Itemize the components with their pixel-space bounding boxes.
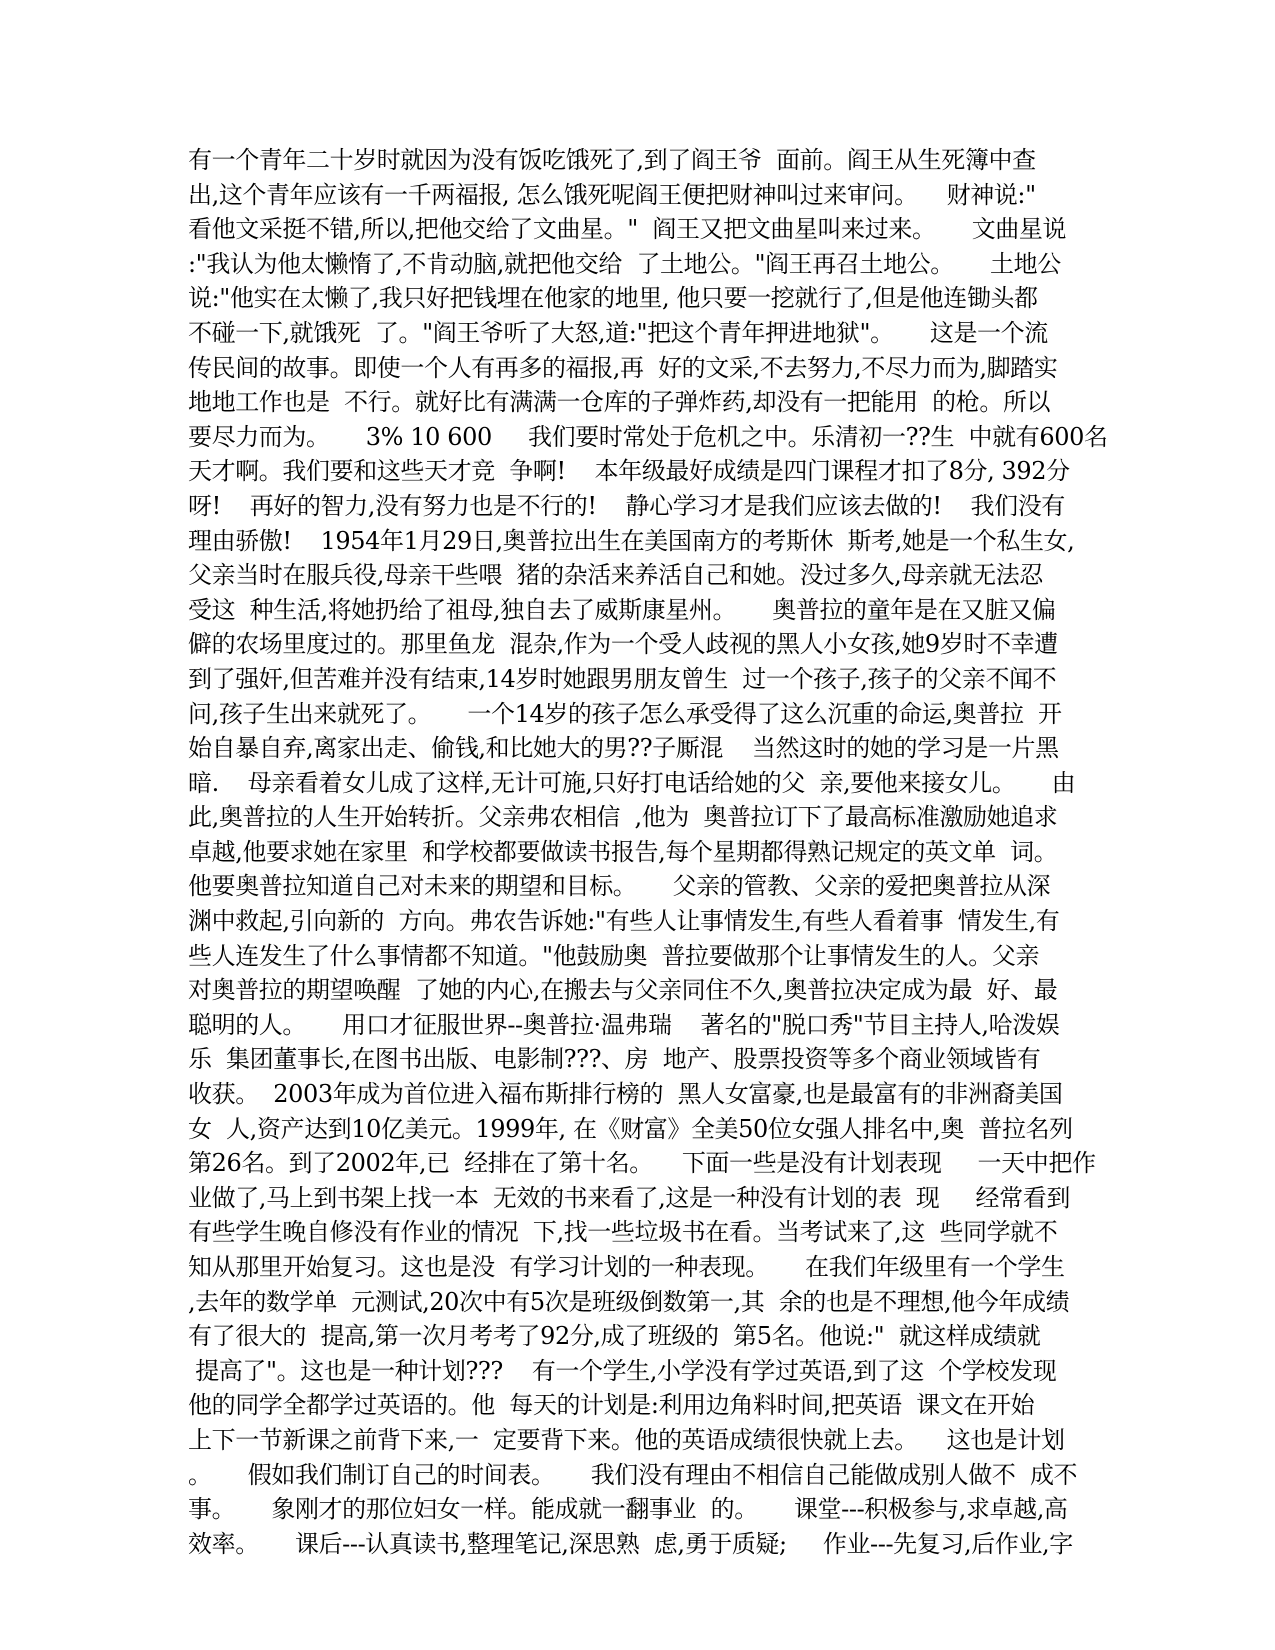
text-line: 出,这个青年应该有一千两福报, 怎么饿死呢阎王便把财神叫过来审问。 财神说:" [188,180,1036,209]
text-line: 有些学生晚自修没有作业的情况 下,找一些垃圾书在看。当考试来了,这 些同学就不 [188,1218,1058,1247]
text-line: ,去年的数学单 元测试,20次中有5次是班级倒数第一,其 余的也是不理想,他今年成绩 [188,1287,1070,1316]
text-line: 传民间的故事。即使一个人有再多的福报,再 好的文采,不去努力,不尽力而为,脚踏实 [188,353,1058,382]
text-line: 他要奥普拉知道自己对未来的期望和目标。 父亲的管教、父亲的爱把奥普拉从深 [188,872,1051,901]
text-line: 些人连发生了什么事情都不知道。"他鼓励奥 普拉要做那个让事情发生的人。父亲 [188,941,1040,970]
text-line: 效率。 课后---认真读书,整理笔记,深思熟 虑,勇于质疑; 作业---先复习,后作业,字 [188,1529,1073,1558]
text-line: 渊中救起,引向新的 方向。弗农告诉她:"有些人让事情发生,有些人看着事 情发生,有 [188,907,1060,936]
text-line: 理由骄傲! 1954年1月29日,奥普拉出生在美国南方的考斯休 斯考,她是一个私生女, [188,526,1075,555]
text-line: 受这 种生活,将她扔给了祖母,独自去了威斯康星州。 奥普拉的童年是在又脏又偏 [188,595,1056,624]
text-line: 女 人,资产达到10亿美元。1999年, 在《财富》全美50位女强人排名中,奥 普拉名列 [188,1114,1073,1143]
text-line: 看他文采挺不错,所以,把他交给了文曲星。" 阎王又把文曲星叫来过来。 文曲星说 [188,215,1067,244]
text-line: 收获。 2003年成为首位进入福布斯排行榜的 黑人女富豪,也是最富有的非洲裔美国 [188,1080,1063,1109]
text-line: 聪明的人。 用口才征服世界--奥普拉·温弗瑞 著名的"脱口秀"节目主持人,哈泼娱 [188,1010,1060,1039]
text-line: 问,孩子生出来就死了。 一个14岁的孩子怎么承受得了这么沉重的命运,奥普拉 开 [188,699,1062,728]
text-line: 知从那里开始复习。这也是没 有学习计划的一种表现。 在我们年级里有一个学生 [188,1253,1065,1281]
text-line: 业做了,马上到书架上找一本 无效的书来看了,这是一种没有计划的表 现 经常看到 [188,1183,1070,1212]
text-line: 乐 集团董事长,在图书出版、电影制???、房 地产、股票投资等多个商业领域皆有 [188,1045,1041,1074]
text-line: 事。 象刚才的那位妇女一样。能成就一翻事业 的。 课堂---积极参与,求卓越,高 [188,1495,1068,1524]
document-page [188,143,1108,1561]
text-line: 他的同学全都学过英语的。他 每天的计划是:利用边角料时间,把英语 课文在开始 [188,1391,1035,1420]
text-line: 第26名。到了2002年,已 经排在了第十名。 下面一些是没有计划表现 一天中把作 [188,1149,1096,1178]
text-line: 有了很大的 提高,第一次月考考了92分,成了班级的 第5名。他说:" 就这样成绩就 [188,1322,1041,1351]
text-line: 上下一节新课之前背下来,一 定要背下来。他的英语成绩很快就上去。 这也是计划 [188,1425,1065,1454]
text-line: 说:"他实在太懒了,我只好把钱埋在他家的地里, 他只要一挖就行了,但是他连锄头都 [188,284,1038,313]
text-line: 对奥普拉的期望唤醒 了她的内心,在搬去与父亲同住不久,奥普拉决定成为最 好、最 [188,976,1058,1005]
text-line: 提高了"。这也是一种计划??? 有一个学生,小学没有学过英语,到了这 个学校发现 [188,1356,1057,1385]
text-line: 始自暴自弃,离家出走、偷钱,和比她大的男??子厮混 当然这时的她的学习是一片黑 [188,734,1059,763]
text-line: 呀! 再好的智力,没有努力也是不行的! 静心学习才是我们应该去做的! 我们没有 [188,491,1065,520]
text-line: 天才啊。我们要和这些天才竞 争啊! 本年级最好成绩是四门课程才扣了8分, 392分 [188,457,1070,486]
text-line: 此,奥普拉的人生开始转折。父亲弗农相信 ,他为 奥普拉订下了最高标准激励她追求 [188,803,1058,832]
text-line: 有一个青年二十岁时就因为没有饭吃饿死了,到了阎王爷 面前。阎王从生死簿中查 [188,146,1036,174]
text-line: 不碰一下,就饿死 了。"阎王爷听了大怒,道:"把这个青年押进地狱"。 这是一个流 [188,318,1048,347]
text-line: 要尽力而为。 3% 10 600 我们要时常处于危机之中。乐清初一??生 中就有600名 [188,422,1108,451]
text-line: 卓越,他要求她在家里 和学校都要做读书报告,每个星期都得熟记规定的英文单 词。 [188,837,1058,866]
text-line: 到了强奸,但苦难并没有结束,14岁时她跟男朋友曾生 过一个孩子,孩子的父亲不闻不 [188,664,1057,693]
text-line: 暗. 母亲看着女儿成了这样,无计可施,只好打电话给她的父 亲,要他来接女儿。 由 [188,768,1076,797]
text-line: 僻的农场里度过的。那里鱼龙 混杂,作为一个受人歧视的黑人小女孩,她9岁时不幸遭 [188,630,1058,659]
text-line: 。 假如我们制订自己的时间表。 我们没有理由不相信自己能做成别人做不 成不 [188,1460,1078,1489]
text-line: 地地工作也是 不行。就好比有满满一仓库的子弹炸药,却没有一把能用 的枪。所以 [188,388,1051,417]
text-line: :"我认为他太懒惰了,不肯动脑,就把他交给 了土地公。"阎王再召土地公。 土地公 [188,249,1061,278]
text-line: 父亲当时在服兵役,母亲干些喂 猪的杂活来养活自己和她。没过多久,母亲就无法忍 [188,561,1043,590]
